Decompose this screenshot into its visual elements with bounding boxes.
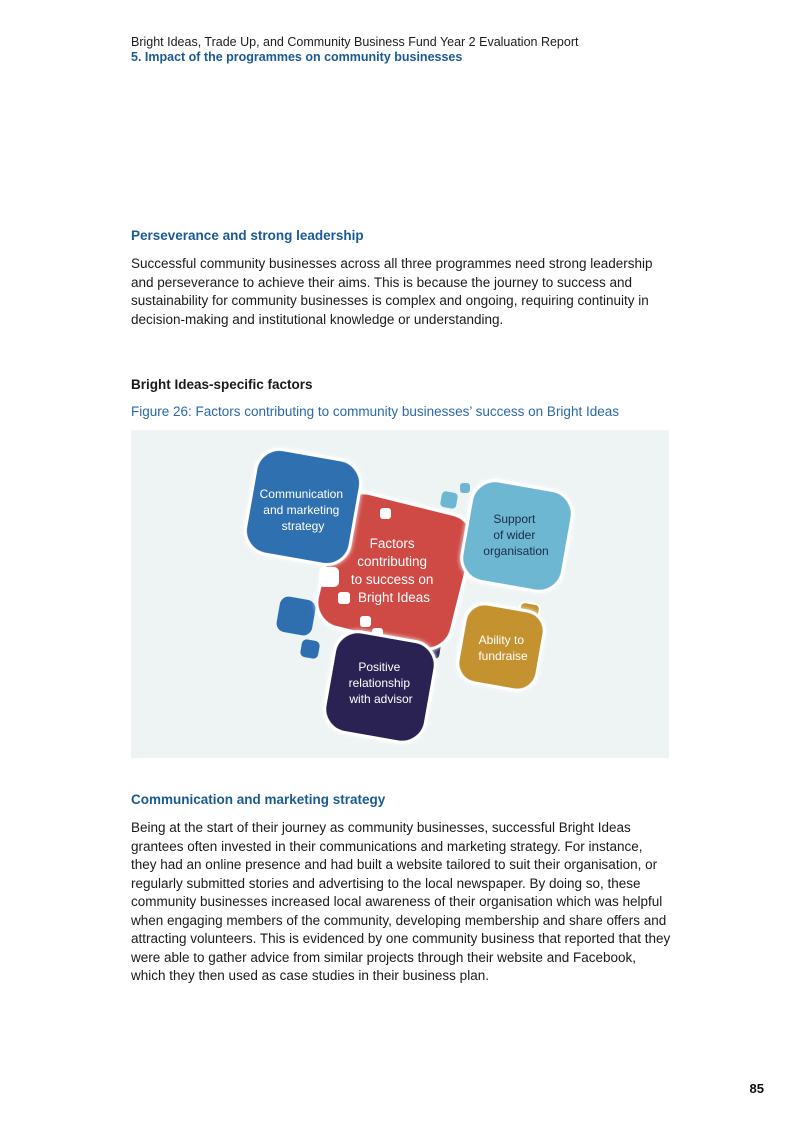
center-label: Factors contributing to success on Bright Ideas [350,536,434,605]
node-support-label: Support of wider organisation [483,512,549,558]
decor-square [380,508,391,519]
section-heading-perseverance: Perseverance and strong leadership [131,228,364,243]
section-heading-bright-ideas: Bright Ideas-specific factors [131,377,313,392]
decor-square [460,483,470,493]
node-fundraise-shape [455,601,548,694]
node-advisor-label: Positive relationship with advisor [348,660,413,706]
decor-square [360,616,371,627]
figure-caption: Figure 26: Factors contributing to community businesses’ success on Bright Ideas [131,404,619,419]
node-communication-label: Communication and marketing strategy [259,487,344,533]
paragraph-communication: Being at the start of their journey as community businesses, successful Bright Ideas grantees often invested in their communications and marketing strategy. For instance, they had an online presence and had built a website tailored to suit their organisation, or regularly submitted stories and advertising to the local newspaper. By doing so, these community businesses increased local awareness of their organisation which was helpful when engaging members of the community, developing membership and share offers and attracting volunteers. This is evidenced by one community business that reported that they were able to gather advice from similar projects through their website and Facebook, which they then used as case studies in their business plan. [131,820,671,983]
section-bright-ideas-factors [131,377,671,419]
chapter-title: 5. Impact of the programmes on community businesses [131,50,463,64]
node-fundraise-label: Ability to fundraise [478,633,528,663]
figure-26 [131,430,669,758]
section-communication [131,792,671,986]
section-heading-communication: Communication and marketing strategy [131,792,386,807]
decor-square [338,592,350,604]
decor-square [319,567,339,587]
decor-square [275,595,317,637]
paragraph-perseverance: Successful community businesses across all three programmes need strong leadership and perseverance to achieve their aims. This is because the journey to success and sustainability for community businesses is complex and ongoing, requiring continuity in decision-making and institutional knowledge or understanding. [131,256,653,327]
decor-square [440,491,459,510]
section-perseverance [131,228,671,329]
report-title: Bright Ideas, Trade Up, and Community Business Fund Year 2 Evaluation Report [131,35,579,49]
decor-square [300,639,321,660]
factors-diagram [131,430,669,758]
page-number: 85 [749,1081,764,1096]
running-header [131,35,578,65]
